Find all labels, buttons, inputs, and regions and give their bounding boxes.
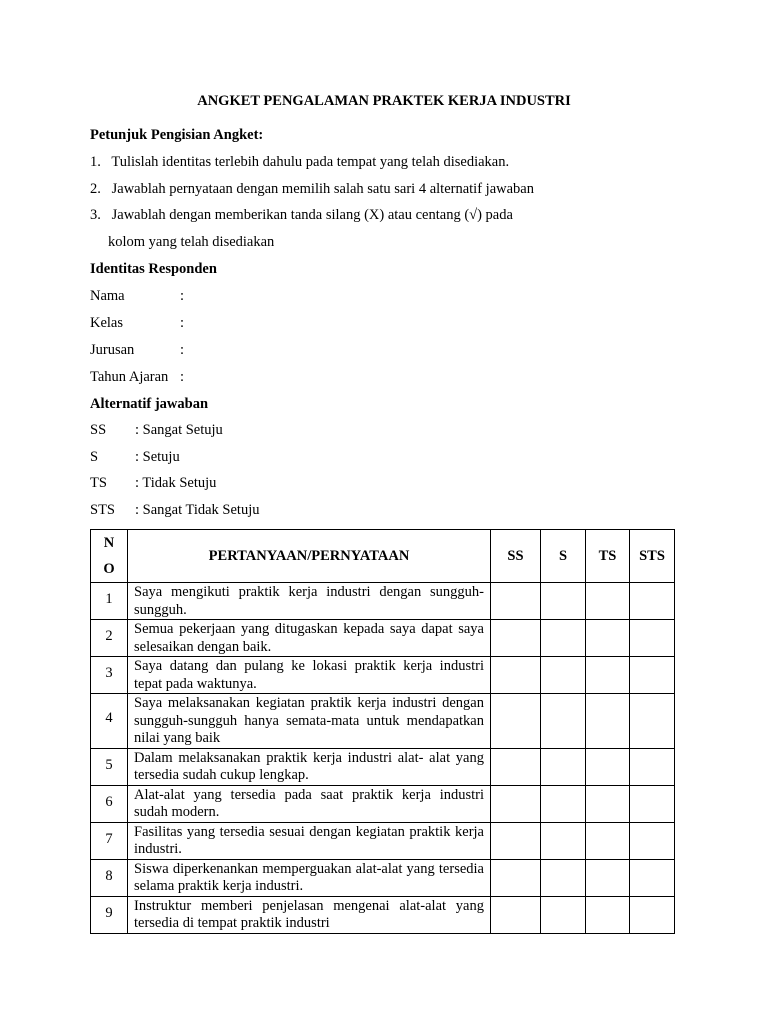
instruction-text: Jawablah pernyataan dengan memilih salah satu sari 4 alternatif jawaban	[111, 181, 534, 197]
header-sts: STS	[630, 530, 675, 583]
row-statement: Saya mengikuti praktik kerja industri dengan sungguh-sungguh.	[128, 583, 491, 620]
answer-cell-ts[interactable]	[586, 694, 630, 749]
instruction-item	[90, 181, 534, 198]
answer-cell-ss[interactable]	[491, 748, 541, 785]
alternative-desc: : Sangat Setuju	[135, 422, 223, 438]
answer-cell-ss[interactable]	[491, 785, 541, 822]
table-row	[91, 748, 675, 785]
header-s: S	[541, 530, 586, 583]
table-row	[91, 859, 675, 896]
answer-cell-s[interactable]	[541, 748, 586, 785]
field-label: Kelas	[90, 315, 124, 331]
field-separator: :	[180, 369, 185, 385]
answer-cell-ss[interactable]	[491, 694, 541, 749]
instruction-continuation: kolom yang telah disediakan	[108, 234, 275, 250]
row-number: 7	[91, 822, 128, 859]
answer-cell-ts[interactable]	[586, 822, 630, 859]
field-separator: :	[180, 342, 185, 358]
row-number: 5	[91, 748, 128, 785]
identity-field-kelas	[90, 315, 184, 332]
answer-cell-ts[interactable]	[586, 748, 630, 785]
instructions-heading: Petunjuk Pengisian Angket:	[90, 127, 264, 143]
answer-cell-s[interactable]	[541, 657, 586, 694]
alternative-code: TS	[90, 475, 107, 491]
alternative-code: STS	[90, 502, 115, 518]
answer-cell-sts[interactable]	[630, 748, 675, 785]
answer-cell-ts[interactable]	[586, 583, 630, 620]
answer-cell-ss[interactable]	[491, 657, 541, 694]
row-number: 4	[91, 694, 128, 749]
answer-cell-ts[interactable]	[586, 785, 630, 822]
questionnaire-table	[90, 529, 675, 934]
row-number: 3	[91, 657, 128, 694]
field-label: Jurusan	[90, 342, 135, 358]
answer-cell-s[interactable]	[541, 583, 586, 620]
answer-cell-sts[interactable]	[630, 859, 675, 896]
header-ss: SS	[491, 530, 541, 583]
instruction-item	[90, 154, 509, 171]
header-ts: TS	[586, 530, 630, 583]
answer-cell-ss[interactable]	[491, 859, 541, 896]
row-number: 9	[91, 896, 128, 933]
answer-cell-ts[interactable]	[586, 896, 630, 933]
answer-cell-sts[interactable]	[630, 694, 675, 749]
header-no-bottom: O	[103, 561, 115, 577]
row-statement: Instruktur memberi penjelasan mengenai alat-alat yang tersedia di tempat praktik industri	[128, 896, 491, 933]
answer-cell-s[interactable]	[541, 822, 586, 859]
alternative-desc: : Tidak Setuju	[135, 475, 217, 491]
field-label: Nama	[90, 288, 125, 304]
row-statement: Dalam melaksanakan praktik kerja industri alat- alat yang tersedia sudah cukup lengkap.	[128, 748, 491, 785]
answer-cell-s[interactable]	[541, 785, 586, 822]
alternative-desc: : Sangat Tidak Setuju	[135, 502, 260, 518]
answer-cell-sts[interactable]	[630, 583, 675, 620]
row-statement: Saya melaksanakan kegiatan praktik kerja industri dengan sungguh-sungguh hanya semata-mata untuk mendapatkan nilai yang baik	[128, 694, 491, 749]
answer-cell-sts[interactable]	[630, 785, 675, 822]
field-label: Tahun Ajaran	[90, 369, 169, 385]
alternative-item	[90, 502, 259, 519]
answer-cell-ts[interactable]	[586, 859, 630, 896]
row-number: 2	[91, 620, 128, 657]
table-row	[91, 822, 675, 859]
answer-cell-sts[interactable]	[630, 896, 675, 933]
answer-cell-ss[interactable]	[491, 896, 541, 933]
alternatives-heading: Alternatif jawaban	[90, 396, 209, 412]
answer-cell-ss[interactable]	[491, 583, 541, 620]
table-row	[91, 583, 675, 620]
answer-cell-s[interactable]	[541, 694, 586, 749]
answer-cell-sts[interactable]	[630, 822, 675, 859]
alternative-code: S	[90, 449, 99, 465]
alternative-code: SS	[90, 422, 107, 438]
alternative-item	[90, 449, 180, 466]
instruction-item	[90, 207, 513, 224]
row-number: 1	[91, 583, 128, 620]
answer-cell-s[interactable]	[541, 620, 586, 657]
header-no	[91, 530, 128, 583]
answer-cell-ss[interactable]	[491, 620, 541, 657]
instruction-number: 3.	[90, 207, 101, 223]
instruction-text: Jawablah dengan memberikan tanda silang (X) atau centang (√) pada	[111, 207, 513, 223]
row-statement: Saya datang dan pulang ke lokasi praktik kerja industri tepat pada waktunya.	[128, 657, 491, 694]
field-separator: :	[180, 288, 185, 304]
answer-cell-s[interactable]	[541, 896, 586, 933]
header-statement: PERTANYAAN/PERNYATAAN	[128, 530, 491, 583]
table-header-row	[91, 530, 675, 583]
row-statement: Semua pekerjaan yang ditugaskan kepada saya dapat saya selesaikan dengan baik.	[128, 620, 491, 657]
row-statement: Fasilitas yang tersedia sesuai dengan kegiatan praktik kerja industri.	[128, 822, 491, 859]
answer-cell-sts[interactable]	[630, 657, 675, 694]
identity-field-tahun-ajaran	[90, 369, 184, 386]
answer-cell-ts[interactable]	[586, 620, 630, 657]
answer-cell-sts[interactable]	[630, 620, 675, 657]
instruction-number: 1.	[90, 154, 101, 170]
row-statement: Alat-alat yang tersedia pada saat praktik kerja industri sudah modern.	[128, 785, 491, 822]
answer-cell-s[interactable]	[541, 859, 586, 896]
table-row	[91, 620, 675, 657]
row-statement: Siswa diperkenankan memperguakan alat-alat yang tersedia selama praktik kerja industri.	[128, 859, 491, 896]
alternative-item	[90, 422, 223, 439]
table-row	[91, 657, 675, 694]
answer-cell-ts[interactable]	[586, 657, 630, 694]
header-no-top: N	[103, 535, 115, 551]
table-row	[91, 785, 675, 822]
identity-field-jurusan	[90, 342, 184, 359]
table-row	[91, 896, 675, 933]
answer-cell-ss[interactable]	[491, 822, 541, 859]
row-number: 6	[91, 785, 128, 822]
identity-field-nama	[90, 288, 184, 305]
row-number: 8	[91, 859, 128, 896]
alternative-desc: : Setuju	[135, 449, 180, 465]
document-title: ANGKET PENGALAMAN PRAKTEK KERJA INDUSTRI	[197, 93, 571, 109]
alternative-item	[90, 475, 216, 492]
identity-heading: Identitas Responden	[90, 261, 217, 277]
instruction-text: Tulislah identitas terlebih dahulu pada tempat yang telah disediakan.	[111, 154, 510, 170]
field-separator: :	[180, 315, 185, 331]
instruction-number: 2.	[90, 181, 101, 197]
table-row	[91, 694, 675, 749]
